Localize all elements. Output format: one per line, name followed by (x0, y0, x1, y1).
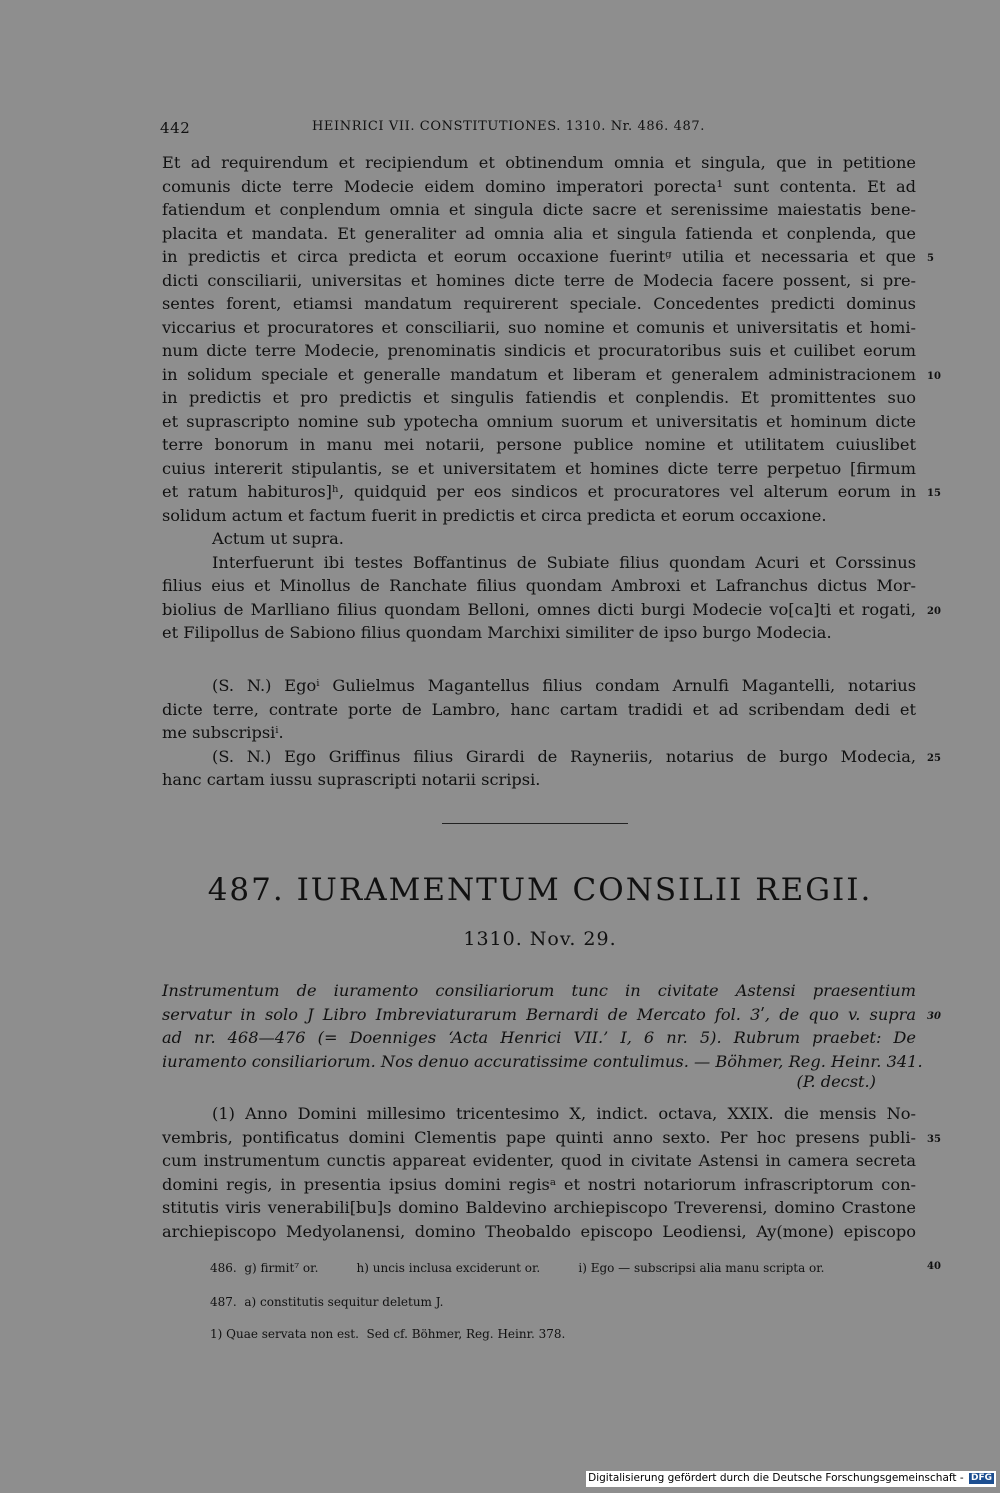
doc487-line-text: domini regis, in presentia ipsius domini regisᵃ et nostri notariorum infrascriptorum con- (162, 1174, 916, 1194)
running-header (160, 119, 920, 139)
doc486-line-text: in predictis et pro predictis et singulis fatiendis et conplendis. Et promittentes suo (162, 388, 916, 407)
line-number: 15 (927, 488, 941, 499)
signature-line (162, 698, 916, 722)
doc486-line (162, 198, 916, 222)
doc486-line (162, 151, 916, 175)
footnote-text: 487. a) constitutis sequitur deletum J. (210, 1295, 444, 1309)
doc486-line (162, 363, 941, 387)
doc487-line (162, 1126, 941, 1150)
doc486-line-text: biolius de Marlliano filius quondam Belloni, omnes dicti burgi Modecie vo[ca]ti et rogati, (162, 599, 916, 619)
doc486-line-text: solidum actum et factum fuerit in predictis et circa predicta et eorum occaxione. (162, 505, 827, 525)
running-title: HEINRICI VII. CONSTITUTIONES. 1310. Nr. 486. 487. (312, 119, 705, 134)
doc486-line (162, 410, 916, 434)
signature-line-text: me subscripsiⁱ. (162, 723, 284, 742)
doc486-line (162, 574, 916, 598)
doc486-line-text: in predictis et circa predicta et eorum occaxione fuerintᵍ utilia et necessaria et que (162, 247, 916, 266)
line-number: 20 (927, 605, 941, 617)
footer-text: Digitalisierung gefördert durch die Deutsche Forschungsgemeinschaft - (588, 1472, 964, 1484)
signature-line (162, 768, 916, 792)
doc486-line-text: in solidum speciale et generalle mandatum et liberam et generalem administracionem (162, 364, 916, 384)
doc487-line (162, 1102, 916, 1126)
doc486-line-text: placita et mandata. Et generaliter ad omnia alia et singula fatienda et conplenda, que (162, 223, 916, 243)
doc486-line (162, 269, 916, 293)
doc486-line-text: viccarius et procuratores et consciliarii, suo nomine et comunis et universitatis et homi- (162, 317, 916, 337)
document-487-introduction (162, 979, 941, 1073)
intro-line-text: servatur in solo J Libro Imbreviaturarum Bernardi de Mercato fol. 3ʹ, de quo v. supra (162, 1004, 916, 1024)
doc487-line-text: vembris, pontificatus domini Clementis pape quinti anno sexto. Per hoc presens publi- (162, 1127, 916, 1147)
doc487-line (162, 1196, 916, 1220)
doc486-line-text: comunis dicte terre Modecie eidem domino imperatori porecta¹ sunt contenta. Et ad (162, 176, 916, 196)
doc486-line-text: terre bonorum in manu mei notarii, persone publice nomine et utilitatem cuiuslibet (162, 435, 916, 454)
doc486-line-text: Et ad requirendum et recipiendum et obtinendum omnia et singula, que in petitione (162, 153, 916, 172)
footnote (210, 1295, 930, 1309)
doc486-line (162, 457, 916, 481)
doc487-line-text: cum instrumentum cunctis appareat evidenter, quod in civitate Astensi in camera secreta (162, 1151, 916, 1170)
section-heading: 487. IURAMENTUM CONSILII REGII. (207, 872, 873, 908)
footnote (210, 1261, 941, 1275)
doc486-line-text: et Filipollus de Sabiono filius quondam Marchixi similiter de ipso burgo Modecia. (162, 623, 832, 642)
line-number: 30 (927, 1010, 941, 1022)
doc487-line (162, 1220, 916, 1244)
document-487-text (162, 1102, 941, 1243)
funding-footer (586, 1471, 996, 1487)
doc486-line-text: fatiendum et conplendum omnia et singula dicte sacre et serenissime maiestatis bene- (162, 200, 916, 219)
doc486-line (162, 504, 916, 528)
intro-line (162, 1003, 941, 1027)
doc487-line-text: (1) Anno Domini millesimo tricentesimo X, indict. octava, XXIX. die mensis No- (212, 1104, 916, 1123)
line-number: 35 (927, 1133, 941, 1145)
signature-line-text: hanc cartam iussu suprascripti notarii scripsi. (162, 770, 541, 789)
doc487-line-text: stitutis viris venerabili[bu]s domino Baldevino archiepiscopo Treverensi, domino Crastone (162, 1198, 916, 1217)
doc486-line-text: filius eius et Minollus de Ranchate filius quondam Ambroxi et Lafranchus dictus Mor- (162, 576, 916, 595)
doc486-line (162, 551, 916, 575)
line-number: 25 (927, 752, 941, 764)
signature-line (162, 674, 916, 698)
footnote (210, 1327, 930, 1341)
signature-line-text: dicte terre, contrate porte de Lambro, hanc cartam tradidi et ad scribendam dedi et (162, 699, 916, 719)
doc486-line (162, 386, 916, 410)
doc487-line (162, 1173, 916, 1197)
signature-line (162, 721, 916, 745)
intro-sign-text: (P. decst.) (796, 1072, 876, 1091)
line-number: 5 (927, 253, 934, 264)
doc486-line-text: Interfuerunt ibi testes Boffantinus de Subiate filius quondam Acuri et Corssinus (212, 552, 916, 572)
intro-line-text: iuramento consiliariorum. Nos denuo accuratissime contulimus. — Böhmer, Reg. Heinr. 341. (162, 1051, 923, 1071)
doc486-line (162, 245, 934, 269)
doc486-line (162, 292, 916, 316)
intro-line (162, 1050, 923, 1074)
doc486-line (162, 316, 916, 340)
document-486-text (162, 151, 941, 645)
doc486-line (162, 527, 916, 551)
doc486-line-text: num dicte terre Modecie, prenominatis sindicis et procuratoribus suis et cuilibet eorum (162, 341, 916, 360)
doc486-line (162, 480, 941, 504)
footnote-text: 486. g) firmit⁷ or. h) uncis inclusa exciderunt or. i) Ego — subscripsi alia manu scripta or. (210, 1261, 825, 1275)
doc486-line (162, 175, 916, 199)
signature-line-text: (S. N.) Ego Griffinus filius Girardi de Rayneriis, notarius de burgo Modecia, (212, 746, 916, 766)
page-number: 442 (160, 119, 191, 137)
doc486-line-text: sentes forent, etiamsi mandatum requirerent speciale. Concedentes predicti dominus (162, 294, 916, 313)
doc487-line (162, 1149, 916, 1173)
doc486-line (162, 222, 916, 246)
signature-line (162, 745, 941, 769)
footnote-text: 1) Quae servata non est. Sed cf. Böhmer, Reg. Heinr. 378. (210, 1327, 566, 1341)
doc486-line-text: cuius intererit stipulantis, se et universitatem et homines dicte terre perpetuo [firmum (162, 458, 916, 478)
intro-line (162, 979, 916, 1003)
signature-line-text: (S. N.) Egoⁱ Gulielmus Magantellus filius condam Arnulfi Magantelli, notarius (212, 676, 916, 695)
doc486-line (162, 621, 916, 645)
intro-sign (162, 1072, 916, 1091)
doc486-line-text: et suprascripto nomine sub ypotecha omnium suorum et universitatis et hominum dicte (162, 411, 916, 431)
doc487-line-text: archiepiscopo Medyolanensi, domino Theobaldo episcopo Leodiensi, Ay(mone) episcopo (162, 1221, 916, 1241)
intro-line-text: ad nr. 468—476 (= Doenniges ‘Acta Henrici VII.’ I, 6 nr. 5). Rubrum praebet: De (162, 1028, 916, 1047)
section-date: 1310. Nov. 29. (463, 928, 617, 950)
section-divider (442, 823, 628, 825)
doc486-line (162, 339, 916, 363)
document-486-signatures (162, 674, 941, 792)
doc486-line (162, 598, 941, 622)
line-number: 10 (927, 370, 941, 382)
intro-line (162, 1026, 916, 1050)
doc486-line-text: dicti consciliarii, universitas et homines dicte terre de Modecia facere possent, si pre- (162, 270, 916, 290)
doc486-line-text: et ratum habituros]ʰ, quidquid per eos sindicos et procuratores vel alterum eorum in (162, 482, 916, 501)
doc486-line-text: Actum ut supra. (212, 529, 344, 548)
line-number: 40 (927, 1261, 941, 1272)
dfg-logo: DFG (970, 1472, 992, 1483)
doc486-line (162, 433, 916, 457)
intro-line-text: Instrumentum de iuramento consiliariorum tunc in civitate Astensi praesentium (162, 981, 916, 1000)
